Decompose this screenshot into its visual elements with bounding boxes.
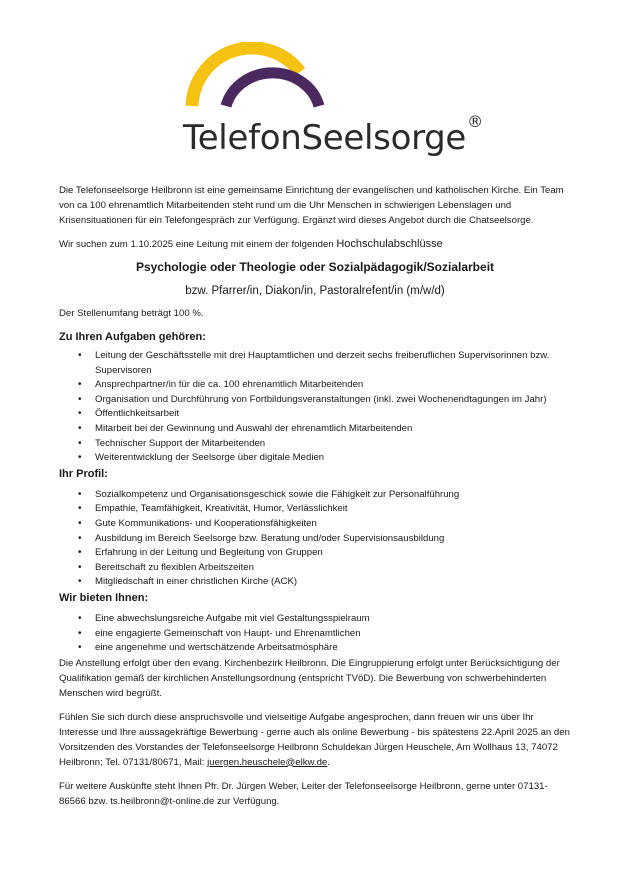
intro-paragraph: Die Telefonseelsorge Heilbronn ist eine gemeinsame Einrichtung der evangelischen und katholischen Kirche. Ein Team von ca 100 ehrenamtlich Mitarbeitenden steht rund um die Uhr Menschen in schwierigen Lebenslagen und Krisensituationen für ein Telefongespräch zur Verfügung. Ergänzt wird dieses Angebot durch die Chatseelsorge.: [59, 185, 564, 226]
logo-wordmark: TelefonSeelsorge®: [183, 112, 483, 158]
list-item: • Eine abwechslungsreiche Aufgabe mit viel Gestaltungsspielraum: [78, 612, 370, 624]
employment-paragraph: Die Anstellung erfolgt über den evang. Kirchenbezirk Heilbronn. Die Eingruppierung erfolgt unter Berücksichtigung der Qualifikation gemäß der kirchlichen Anstellungsordnung (entspricht TVöD). Die Bewerbung von schwerbehinderten Menschen wird begrüßt.: [59, 657, 560, 699]
alternative-roles: bzw. Pfarrer/in, Diakon/in, Pastoralrefent/in (m/w/d): [185, 285, 445, 297]
list-item: • eine engagierte Gemeinschaft von Haupt- und Ehrenamtlichen: [78, 627, 361, 639]
email-link[interactable]: juergen.heuschele@elkw.de: [207, 756, 328, 768]
logo: [0, 0, 620, 170]
list-item: • Erfahrung in der Leitung und Begleitung von Gruppen: [78, 547, 323, 559]
list-item: • Mitarbeit bei der Gewinnung und Auswahl der ehrenamtlich Mitarbeitenden: [78, 422, 413, 434]
profile-heading: Ihr Profil:: [59, 467, 108, 480]
offer-list: [59, 612, 571, 656]
tasks-heading: Zu Ihren Aufgaben gehören:: [59, 331, 206, 343]
tasks-list: [59, 349, 571, 466]
list-item: • Bereitschaft zu flexiblen Arbeitszeiten: [78, 561, 254, 573]
job-posting: [59, 183, 571, 809]
list-item: • Organisation und Durchführung von Fortbildungsveranstaltungen (inkl. zwei Wochenendtagungen im Jahr): [78, 393, 547, 405]
list-item: • eine angenehme und wertschätzende Arbeitsatmosphäre: [78, 642, 338, 654]
list-item: • Technischer Support der Mitarbeitenden: [78, 437, 266, 449]
list-item: • Öffentlichkeitsarbeit: [78, 408, 180, 420]
seek-sentence: Wir suchen zum 1.10.2025 eine Leitung mit einem der folgenden Hochschulabschlüsse: [59, 238, 443, 250]
offer-heading: Wir bieten Ihnen:: [59, 591, 149, 604]
list-item: • Leitung der Geschäftsstelle mit drei Hauptamtlichen und derzeit sechs freiberuflichen Supervisorinnen bzw. Supervisoren: [78, 350, 550, 376]
list-item: • Ausbildung im Bereich Seelsorge bzw. Beratung und/oder Supervisionsausbildung: [78, 532, 445, 544]
profile-list: [59, 488, 571, 590]
list-item: • Empathie, Teamfähigkeit, Kreativität, Humor, Verlässlichkeit: [78, 503, 348, 515]
list-item: • Sozialkompetenz und Organisationsgeschick sowie die Fähigkeit zur Personalführung: [78, 488, 460, 500]
employment-scope: Der Stellenumfang beträgt 100 %.: [59, 308, 204, 319]
contact-paragraph: Für weitere Auskünfte steht Ihnen Pfr. Dr. Jürgen Weber, Leiter der Telefonseelsorge Heilbronn, gerne unter 07131-86566 bzw. ts.heilbronn@t-online.de zur Verfügung.: [59, 780, 548, 807]
application-paragraph: Fühlen Sie sich durch diese anspruchsvolle und vielseitige Aufgabe angesprochen, dann freuen wir uns über Ihr Interesse und Ihre aussagekräftige Bewerbung - gerne auch als online Bewerbung - bis spätestens 22.April 2025 an den Vorsitzenden des Vorstandes der Telefonseelsorge Heilbronn Schuldekan Jürgen Heuschele, Am Wollhaus 13, 74072 Heilbronn; Tel. 07131/80671, Mail: juergen.heuschele@elkw.de.: [59, 711, 570, 768]
required-fields: Psychologie oder Theologie oder Sozialpädagogik/Sozialarbeit: [135, 260, 495, 274]
list-item: • Mitgliedschaft in einer christlichen Kirche (ACK): [78, 576, 298, 588]
list-item: • Gute Kommunikations- und Kooperationsfähigkeiten: [78, 517, 317, 529]
list-item: • Ansprechpartner/in für die ca. 100 ehrenamtlich Mitarbeitenden: [78, 379, 364, 391]
logo-arcs-icon: [178, 42, 328, 112]
list-item: • Weiterentwicklung der Seelsorge über digitale Medien: [78, 452, 325, 464]
